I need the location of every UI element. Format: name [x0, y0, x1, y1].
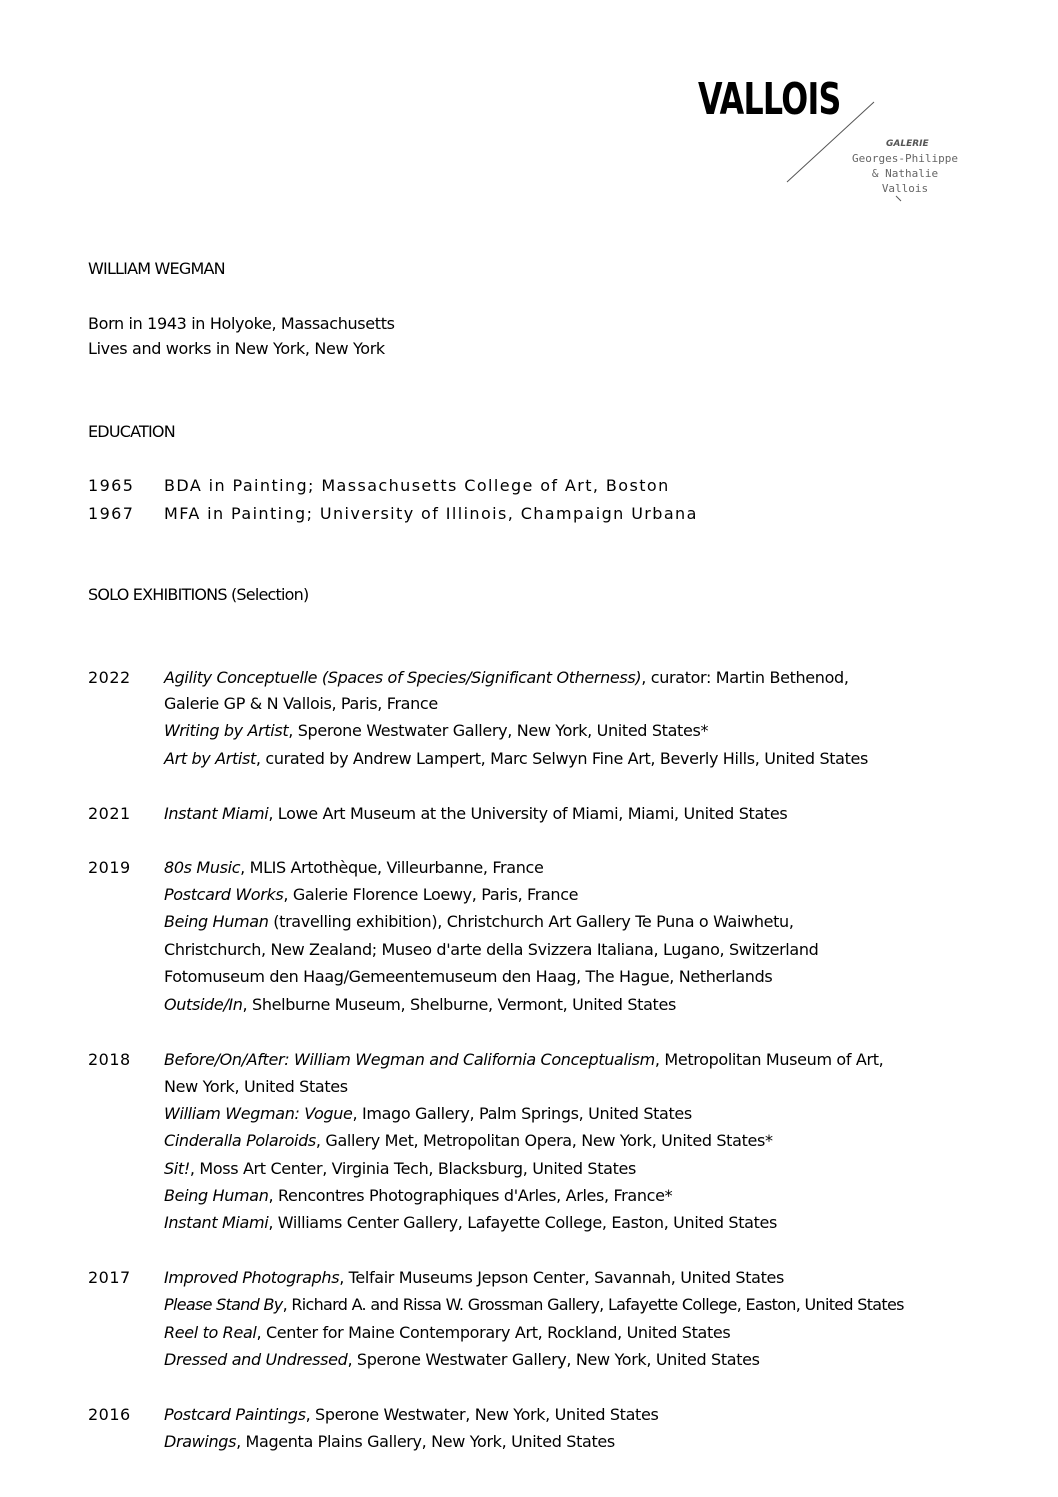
- artist-name: WILLIAM WEGMAN: [88, 259, 225, 278]
- exhibition-title: Postcard Works: [164, 885, 284, 904]
- exhibition-entry: [164, 749, 868, 768]
- exhibition-details: , Sperone Westwater Gallery, New York, United States: [347, 1350, 760, 1369]
- exhibition-entry: [164, 1159, 636, 1178]
- exhibition-details: (travelling exhibition), Christchurch Art Gallery Te Puna o Waiwhetu,: [268, 912, 794, 931]
- exhibition-title: Outside/In: [164, 995, 243, 1014]
- exhibition-entry: [164, 912, 794, 931]
- exhibition-entry: [164, 885, 578, 904]
- exhibition-entry: [164, 967, 772, 986]
- exhibition-entry: [164, 1405, 658, 1424]
- exhibition-title: Reel to Real: [164, 1323, 257, 1342]
- exhibition-title: Instant Miami: [164, 804, 269, 823]
- exhibition-title: Before/On/After: William Wegman and California Conceptualism: [164, 1050, 655, 1069]
- exhibition-details: , Sperone Westwater Gallery, New York, United States*: [288, 721, 709, 740]
- exhibition-entry: [164, 668, 849, 687]
- exhibition-year: 2022: [88, 668, 131, 687]
- exhibition-details: , Gallery Met, Metropolitan Opera, New York, United States*: [315, 1131, 773, 1150]
- artist-born: Born in 1943 in Holyoke, Massachusetts: [88, 314, 395, 333]
- exhibition-year: 2019: [88, 858, 131, 877]
- exhibition-entry: [164, 1350, 760, 1369]
- exhibition-year: 2018: [88, 1050, 131, 1069]
- exhibition-title: Being Human: [164, 912, 269, 931]
- exhibition-entry: [164, 1213, 777, 1232]
- exhibition-title: Instant Miami: [164, 1213, 269, 1232]
- logo-name-line: Vallois: [881, 182, 929, 195]
- education-year: 1967: [88, 504, 135, 523]
- exhibition-title: William Wegman: Vogue: [164, 1104, 353, 1123]
- solo-exhibitions-heading: SOLO EXHIBITIONS (Selection): [88, 585, 309, 604]
- exhibition-entry: [164, 721, 708, 740]
- exhibition-details: , Richard A. and Rissa W. Grossman Gallery, Lafayette College, Easton, United States: [282, 1295, 904, 1314]
- exhibition-title: Writing by Artist: [164, 721, 289, 740]
- exhibition-entry: [164, 940, 818, 959]
- exhibition-title: 80s Music: [164, 858, 241, 877]
- exhibition-details: , curated by Andrew Lampert, Marc Selwyn Fine Art, Beverly Hills, United States: [255, 749, 869, 768]
- exhibition-entry: [164, 804, 787, 823]
- exhibition-details: , Williams Center Gallery, Lafayette College, Easton, United States: [268, 1213, 777, 1232]
- education-item: MFA in Painting; University of Illinois, Champaign Urbana: [164, 504, 698, 523]
- exhibition-details: , Imago Gallery, Palm Springs, United States: [352, 1104, 692, 1123]
- exhibition-entry: [164, 694, 438, 713]
- exhibition-details: , Magenta Plains Gallery, New York, United States: [236, 1432, 615, 1451]
- exhibition-title: Sit!: [164, 1159, 190, 1178]
- exhibition-details: , Moss Art Center, Virginia Tech, Blacksburg, United States: [189, 1159, 636, 1178]
- exhibition-entry: [164, 1104, 692, 1123]
- exhibition-entry: [164, 1268, 784, 1287]
- exhibition-details: Fotomuseum den Haag/Gemeentemuseum den Haag, The Hague, Netherlands: [164, 967, 773, 986]
- exhibition-entry: [164, 1295, 904, 1314]
- exhibition-title: Drawings: [164, 1432, 237, 1451]
- exhibition-details: , Galerie Florence Loewy, Paris, France: [283, 885, 579, 904]
- exhibition-year: 2017: [88, 1268, 131, 1287]
- exhibition-entry: [164, 1186, 672, 1205]
- exhibition-title: Being Human: [164, 1186, 269, 1205]
- exhibition-title: Art by Artist: [164, 749, 256, 768]
- exhibition-entry: [164, 1131, 773, 1150]
- logo-name-line: Georges-Philippe: [852, 152, 958, 165]
- exhibition-title: Dressed and Undressed: [164, 1350, 348, 1369]
- logo-tick-mark: [895, 195, 903, 203]
- exhibition-entry: [164, 858, 543, 877]
- exhibition-title: Agility Conceptuelle (Spaces of Species/Significant Otherness): [164, 668, 642, 687]
- exhibition-entry: [164, 1050, 883, 1069]
- education-year: 1965: [88, 476, 135, 495]
- exhibition-details: , MLIS Artothèque, Villeurbanne, France: [240, 858, 544, 877]
- exhibition-title: Postcard Paintings: [164, 1405, 306, 1424]
- exhibition-entry: [164, 1323, 730, 1342]
- logo-name-line: & Nathalie: [871, 167, 939, 180]
- exhibition-details: , Center for Maine Contemporary Art, Rockland, United States: [256, 1323, 731, 1342]
- exhibition-entry: [164, 1432, 615, 1451]
- logo-galerie-label: GALERIE: [886, 139, 929, 149]
- exhibition-details: , Lowe Art Museum at the University of Miami, Miami, United States: [268, 804, 788, 823]
- exhibition-title: Cinderalla Polaroids: [164, 1131, 316, 1150]
- exhibition-details: Christchurch, New Zealand; Museo d'arte della Svizzera Italiana, Lugano, Switzerland: [164, 940, 819, 959]
- exhibition-details: , Rencontres Photographiques d'Arles, Arles, France*: [268, 1186, 673, 1205]
- logo-wordmark: VALLOIS: [698, 74, 841, 125]
- exhibition-details: , Shelburne Museum, Shelburne, Vermont, United States: [242, 995, 676, 1014]
- exhibition-year: 2021: [88, 804, 131, 823]
- education-heading: EDUCATION: [88, 422, 175, 441]
- exhibition-details: , Sperone Westwater, New York, United States: [305, 1405, 659, 1424]
- exhibition-title: Please Stand By: [164, 1295, 283, 1314]
- exhibition-entry: [164, 1077, 348, 1096]
- exhibition-details: New York, United States: [164, 1077, 348, 1096]
- exhibition-details: , Telfair Museums Jepson Center, Savannah, United States: [339, 1268, 785, 1287]
- gallery-logo: [690, 74, 960, 213]
- exhibition-title: Improved Photographs: [164, 1268, 340, 1287]
- exhibition-details: , curator: Martin Bethenod,: [641, 668, 849, 687]
- exhibition-details: , Metropolitan Museum of Art,: [654, 1050, 884, 1069]
- artist-lives: Lives and works in New York, New York: [88, 339, 385, 358]
- education-item: BDA in Painting; Massachusetts College of Art, Boston: [164, 476, 670, 495]
- exhibition-details: Galerie GP & N Vallois, Paris, France: [164, 694, 438, 713]
- exhibition-year: 2016: [88, 1405, 131, 1424]
- logo-owner-names: [840, 151, 970, 196]
- exhibition-entry: [164, 995, 676, 1014]
